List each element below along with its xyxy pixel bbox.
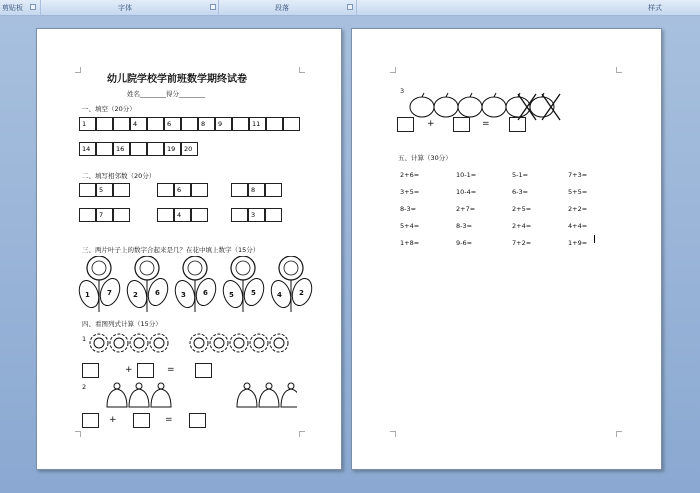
- cell-value: 6: [167, 120, 172, 128]
- flower-icon: [110, 334, 128, 352]
- number-cell[interactable]: [130, 142, 147, 156]
- apple-icon-row: [408, 92, 578, 122]
- cell-value: 6: [177, 186, 182, 194]
- number-cell[interactable]: [181, 117, 198, 131]
- ribbon-group-paragraph: 段落: [275, 4, 289, 12]
- number-cell[interactable]: [174, 183, 191, 197]
- bell-top: [266, 383, 272, 389]
- flower-center: [274, 338, 284, 348]
- margin-mark: [299, 431, 305, 437]
- cell-value: 11: [252, 120, 261, 128]
- flower-row: [75, 256, 323, 314]
- number-cell[interactable]: [231, 208, 248, 222]
- document-page-1[interactable]: [36, 28, 342, 470]
- bell-icon: [259, 389, 279, 407]
- margin-mark: [75, 67, 81, 73]
- divider: [356, 0, 357, 16]
- answer-box[interactable]: [133, 413, 150, 428]
- flower-center: [194, 338, 204, 348]
- section-1-heading: 一、填空（20分）: [82, 105, 136, 113]
- bell-icon: [129, 389, 149, 407]
- bell-top: [244, 383, 250, 389]
- equals-sign: =: [167, 365, 175, 375]
- number-cell[interactable]: [191, 208, 208, 222]
- number-cell[interactable]: [113, 183, 130, 197]
- calc-item: 8-3=: [456, 222, 473, 230]
- number-cell[interactable]: [181, 142, 198, 156]
- flower-center: [214, 338, 224, 348]
- calc-item: 7+2=: [512, 239, 532, 247]
- number-cell[interactable]: [164, 117, 181, 131]
- margin-mark: [390, 431, 396, 437]
- cell-value: 4: [133, 120, 138, 128]
- section-2-heading: 二、填写相邻数（20分）: [82, 172, 156, 180]
- number-cell[interactable]: [174, 208, 191, 222]
- calc-item: 4+4=: [568, 222, 588, 230]
- calc-item: 1+9=: [568, 239, 588, 247]
- number-cell[interactable]: [113, 117, 130, 131]
- leaf-number: 2: [299, 289, 304, 297]
- margin-mark: [616, 431, 622, 437]
- calc-item: 5+4=: [400, 222, 420, 230]
- ribbon-group-font: 字体: [118, 4, 132, 12]
- margin-mark: [390, 67, 396, 73]
- calc-item: 10-1=: [456, 171, 477, 179]
- answer-box[interactable]: [509, 117, 526, 132]
- bell-top: [158, 383, 164, 389]
- clipboard-launcher-icon[interactable]: [30, 4, 36, 10]
- number-cell[interactable]: [79, 208, 96, 222]
- answer-box[interactable]: [82, 363, 99, 378]
- plus-sign: +: [427, 119, 435, 129]
- flower-icon: [210, 334, 228, 352]
- flower-icon: [135, 256, 159, 280]
- number-cell[interactable]: [96, 117, 113, 131]
- flower-center: [140, 261, 154, 275]
- apple-icon: [458, 97, 482, 117]
- apple-icon: [482, 97, 506, 117]
- number-cell[interactable]: [147, 117, 164, 131]
- flower-icon: [230, 334, 248, 352]
- flower-center: [92, 261, 106, 275]
- ribbon-group-styles: 样式: [648, 4, 662, 12]
- bell-icon: [151, 389, 171, 407]
- number-cell[interactable]: [113, 142, 130, 156]
- apple-stem: [446, 93, 448, 97]
- cell-value: 3: [251, 211, 256, 219]
- equals-sign: =: [482, 119, 490, 129]
- section-4-heading: 四、看图列式计算（15分）: [82, 320, 162, 328]
- leaf-number: 1: [85, 291, 90, 299]
- calc-item: 3+5=: [400, 188, 420, 196]
- number-cell[interactable]: [164, 142, 181, 156]
- calc-item: 10-4=: [456, 188, 477, 196]
- margin-mark: [616, 67, 622, 73]
- cell-value: 8: [201, 120, 206, 128]
- bell-icon: [237, 389, 257, 407]
- flower-center: [234, 338, 244, 348]
- cell-value: 19: [167, 145, 176, 153]
- leaf-number: 7: [107, 289, 112, 297]
- flower-icon: [183, 256, 207, 280]
- cell-value: 20: [184, 145, 193, 153]
- number-cell[interactable]: [157, 183, 174, 197]
- calc-item: 2+2=: [568, 205, 588, 213]
- apple-stem: [470, 93, 472, 97]
- number-cell[interactable]: [96, 142, 113, 156]
- number-cell[interactable]: [248, 208, 265, 222]
- bell-top: [288, 383, 294, 389]
- cell-value: 14: [82, 145, 91, 153]
- flower-center: [114, 338, 124, 348]
- bell-icon-row: [87, 381, 297, 411]
- bell-icon: [281, 389, 297, 407]
- text-cursor: [594, 235, 595, 243]
- number-cell[interactable]: [130, 117, 147, 131]
- number-cell[interactable]: [231, 183, 248, 197]
- calc-item: 2+6=: [400, 171, 420, 179]
- flower-icon: [250, 334, 268, 352]
- answer-box[interactable]: [397, 117, 414, 132]
- leaf-number: 6: [203, 289, 208, 297]
- answer-box[interactable]: [82, 413, 99, 428]
- number-cell[interactable]: [113, 208, 130, 222]
- ribbon-group-bar: [0, 0, 700, 16]
- ribbon-group-clipboard: 剪贴板: [2, 4, 23, 12]
- exam-title: 幼儿院学校学前班数学期终试卷: [107, 74, 247, 85]
- calc-item: 5+5=: [568, 188, 588, 196]
- calc-item: 8-3=: [400, 205, 417, 213]
- number-cell[interactable]: [266, 117, 283, 131]
- font-launcher-icon[interactable]: [210, 4, 216, 10]
- flower-icon-row: [89, 331, 299, 355]
- number-cell[interactable]: [265, 183, 282, 197]
- flower-icon: [231, 256, 255, 280]
- flower-icon: [150, 334, 168, 352]
- leaf-number: 6: [155, 289, 160, 297]
- number-cell[interactable]: [79, 117, 96, 131]
- bell-icon: [107, 389, 127, 407]
- flower-center: [188, 261, 202, 275]
- number-cell[interactable]: [283, 117, 300, 131]
- apple-stem: [494, 93, 496, 97]
- flower-center: [134, 338, 144, 348]
- answer-box[interactable]: [189, 413, 206, 428]
- number-cell[interactable]: [215, 117, 232, 131]
- number-cell[interactable]: [191, 183, 208, 197]
- calc-item: 5-1=: [512, 171, 529, 179]
- number-cell[interactable]: [265, 208, 282, 222]
- flower-icon: [87, 256, 111, 280]
- section-5-heading: 五、计算（30分）: [398, 154, 452, 162]
- section-3-heading: 三、两片叶子上的数字合起来是几？在花中填上数字（15分）: [82, 246, 260, 254]
- cell-value: 8: [251, 186, 256, 194]
- bell-top: [136, 383, 142, 389]
- apple-icon: [434, 97, 458, 117]
- question-1-number: 1: [82, 335, 87, 343]
- leaf-number: 4: [277, 291, 282, 299]
- number-cell[interactable]: [249, 117, 266, 131]
- number-cell[interactable]: [96, 208, 113, 222]
- cell-value: 7: [99, 211, 104, 219]
- flower-center: [284, 261, 298, 275]
- calc-item: 7+3=: [568, 171, 588, 179]
- answer-box[interactable]: [137, 363, 154, 378]
- number-cell[interactable]: [79, 183, 96, 197]
- number-cell[interactable]: [79, 142, 96, 156]
- apple-icon: [410, 97, 434, 117]
- document-page-2[interactable]: [351, 28, 662, 470]
- calc-item: 2+5=: [512, 205, 532, 213]
- number-cell[interactable]: [248, 183, 265, 197]
- flower-center: [94, 338, 104, 348]
- calc-item: 9-6=: [456, 239, 473, 247]
- flower-center: [154, 338, 164, 348]
- number-cell[interactable]: [198, 117, 215, 131]
- calc-item: 6-3=: [512, 188, 529, 196]
- question-2-number: 2: [82, 383, 87, 391]
- flower-center: [236, 261, 250, 275]
- margin-mark: [75, 431, 81, 437]
- calc-item: 1+8=: [400, 239, 420, 247]
- plus-sign: +: [125, 365, 133, 375]
- flower-icon: [279, 256, 303, 280]
- bell-top: [114, 383, 120, 389]
- calc-item: 2+7=: [456, 205, 476, 213]
- answer-box[interactable]: [195, 363, 212, 378]
- plus-sign: +: [109, 415, 117, 425]
- cell-value: 5: [99, 186, 104, 194]
- flower-center: [254, 338, 264, 348]
- margin-mark: [299, 67, 305, 73]
- number-cell[interactable]: [232, 117, 249, 131]
- leaf-number: 2: [133, 291, 138, 299]
- flower-icon: [190, 334, 208, 352]
- equals-sign: =: [165, 415, 173, 425]
- flower-icon: [90, 334, 108, 352]
- cell-value: 9: [218, 120, 223, 128]
- cell-value: 16: [116, 145, 125, 153]
- calc-item: 2+4=: [512, 222, 532, 230]
- number-cell[interactable]: [147, 142, 164, 156]
- flower-icon: [270, 334, 288, 352]
- number-cell[interactable]: [157, 208, 174, 222]
- cell-value: 1: [82, 120, 87, 128]
- leaf-number: 3: [181, 291, 186, 299]
- divider: [40, 0, 41, 16]
- leaf-number: 5: [229, 291, 234, 299]
- question-3-number: 3: [400, 87, 405, 95]
- apple-stem: [422, 93, 424, 97]
- number-cell[interactable]: [96, 183, 113, 197]
- leaf-number: 5: [251, 289, 256, 297]
- flower-icon: [130, 334, 148, 352]
- answer-box[interactable]: [453, 117, 470, 132]
- name-score-line: 姓名________得分________: [127, 90, 205, 98]
- divider: [218, 0, 219, 16]
- cell-value: 4: [177, 211, 182, 219]
- paragraph-launcher-icon[interactable]: [347, 4, 353, 10]
